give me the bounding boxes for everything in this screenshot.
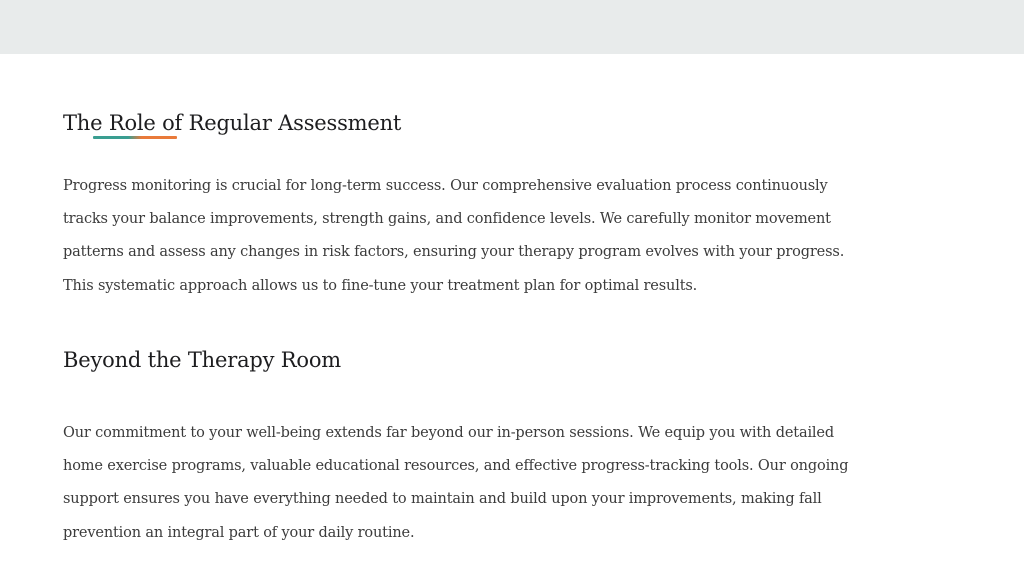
section-body-beyond-therapy-room: Our commitment to your well-being extends far beyond our in-person sessions. We equip you with detailed home exercise programs, valuable educational resources, and effective progress-tracking tools. Our ongoing support ensures you have everything needed to maintain and build upon your improvements, making fall prevention an integral part of your daily routine.: [63, 425, 849, 541]
section-title-regular-assessment: The Role of Regular Assessment: [63, 111, 402, 135]
title-accent-underline: [93, 136, 177, 139]
top-banner-bar: [0, 0, 1024, 54]
section-body-regular-assessment: Progress monitoring is crucial for long-term success. Our comprehensive evaluation process continuously tracks your balance improvements, strength gains, and confidence levels. We carefully monitor movement patterns and assess any changes in risk factors, ensuring your therapy program evolves with your progress. This systematic approach allows us to fine-tune your treatment plan for optimal results.: [63, 178, 845, 294]
section-title-beyond-therapy-room: Beyond the Therapy Room: [63, 348, 341, 372]
